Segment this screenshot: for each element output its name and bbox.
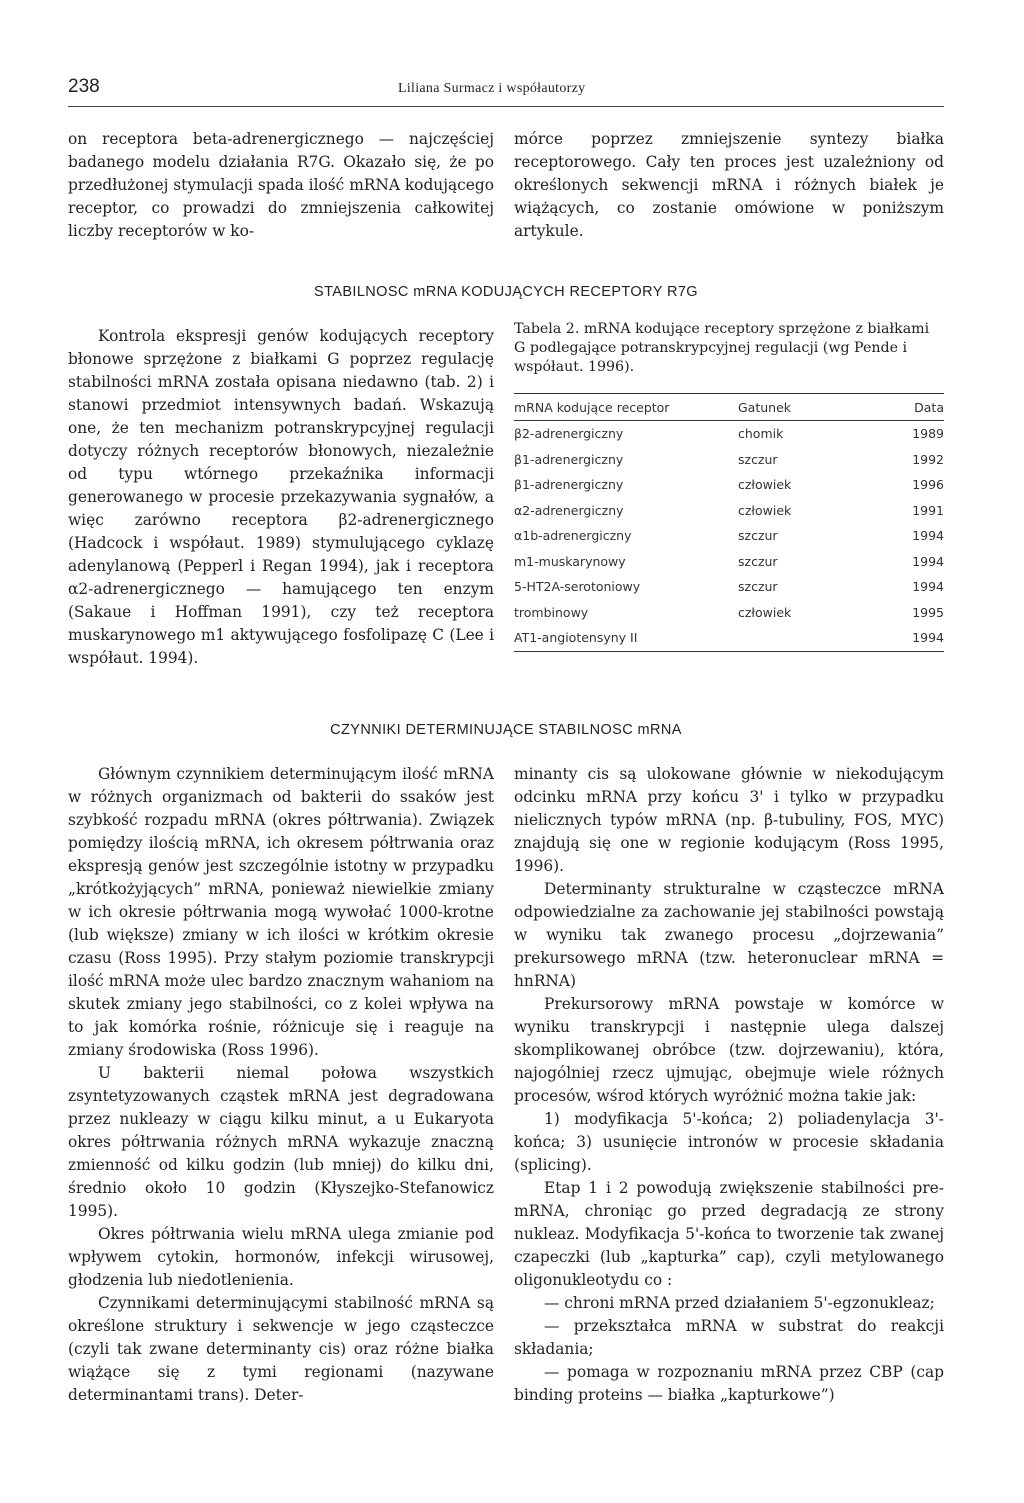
table2-cell-receptor: β1-adrenergiczny [514,477,624,493]
intro-left-text: on receptora beta-adrenergicznego — najczęściej badanego modelu działania R7G. Okazało się, że po przedłużonej stymulacji spada ilość mRNA kodującego receptor, co prowadzi do zmniejszenia całkowitej liczby receptorów w ko- [68,130,495,240]
table2-header-row [514,394,944,421]
table2-cell-date: 1994 [912,553,944,569]
section2-left-paragraph: Okres półtrwania wielu mRNA ulega zmianie pod wpływem cytokin, hormonów, infekcji wirusowej, głodzenia lub niedotlenienia. [68,1225,494,1289]
table-row [514,625,944,651]
table2-header-date: Data [914,399,944,415]
table2-cell-date: 1991 [912,502,944,518]
table2-header-species: Gatunek [738,399,792,415]
table-row [514,574,944,600]
table2-cell-date: 1996 [912,477,944,493]
table2-cell-receptor: m1-muskarynowy [514,553,626,569]
table2-bottom-rule [514,651,944,652]
intro-right-column [514,128,944,243]
section-title-stability: STABILNOSC mRNA KODUJĄCYCH RECEPTORY R7G [314,284,698,300]
table2-cell-species: szczur [738,579,778,595]
section2-left-paragraph: U bakterii niemal połowa wszystkich zsyntetyzowanych cząstek mRNA jest degradowana przez nukleazy w ciągu kilku minut, a u Eukaryota okres półtrwania różnych mRNA wykazuje znaczną zmienność od kilku godzin (lub mniej) do kilku dni, średnio około 10 godzin (Kłyszejko-Stefanowicz 1995). [68,1064,494,1220]
table2-cell-receptor: β1-adrenergiczny [514,451,624,467]
section2-left-paragraph: Głównym czynnikiem determinującym ilość mRNA w różnych organizmach od bakterii do ssaków jest szybkość rozpadu mRNA (okres półtrwania). Związek pomiędzy ilością mRNA, ich okresem półtrwania oraz ekspresją genów jest szczególnie istotny w przypadku „krótkożyjących” mRNA, ponieważ niewielkie zmiany w ich okresie półtrwania mogą wywołać 1000-krotne (lub większe) zmiany w ich ilości w krótkim okresie czasu (Ross 1995). Przy stałym poziomie transkrypcji ilość mRNA może ulec bardzo znacznym wahaniom na skutek zmiany jego stabilności, co z kolei wpływa na to jak komórka rośnie, różnicuje się i reaguje na zmiany środowiska (Ross 1996). [68,765,494,1059]
section2-left-paragraph: Czynnikami determinującymi stabilność mRNA są określone struktury i sekwencje w jego cząsteczce (czyli tak zwane determinanty cis) oraz różne białka wiążące się z tymi regionami (nazywane determinantami trans). Deter- [68,1294,494,1404]
table2-cell-species: człowiek [738,477,792,493]
section2-right-paragraph: minanty cis są ulokowane głównie w niekodującym odcinku mRNA przy końcu 3' i tylko w przypadku nielicznych typów mRNA (np. β-tubuliny, FOS, MYC) znajdują się one w regionie kodującym (Ross 1995, 1996). [514,765,944,875]
table-row [514,523,944,549]
section2-right-paragraph: 1) modyfikacja 5'-końca; 2) poliadenylacja 3'-końca; 3) usunięcie intronów w procesie składania (splicing). [514,1110,944,1174]
table2-cell-species: szczur [738,553,778,569]
table2-cell-species: chomik [738,426,784,442]
table2-cell-receptor: α1b-adrenergiczny [514,528,632,544]
table2-cell-receptor: AT1-angiotensyny II [514,630,638,646]
table-row [514,472,944,498]
table2-cell-receptor: trombinowy [514,604,589,620]
table2-cell-species: człowiek [738,502,792,518]
table2-caption-block [514,320,944,377]
page-number: 238 [68,76,100,97]
table2-caption: Tabela 2. mRNA kodujące receptory sprzężone z białkami G podlegające potranskrypcyjnej regulacji (wg Pende i współaut. 1996). [514,321,930,375]
table2-cell-date: 1994 [912,579,944,595]
section2-right-list-item: — chroni mRNA przed działaniem 5'-egzonukleaz; [544,1294,935,1312]
intro-left-column [68,128,494,243]
table2 [514,393,944,652]
table2-cell-date: 1989 [912,426,944,442]
table2-cell-species: szczur [738,528,778,544]
section2-right-paragraph: Etap 1 i 2 powodują zwiększenie stabilności pre-mRNA, chroniąc go przed degradacją ze strony nukleaz. Modyfikacja 5'-końca to tworzenie tak zwanej czapeczki (lub „kapturka” cap), czyli metylowanego oligonukleotydu co : [514,1179,944,1289]
table2-cell-date: 1992 [912,451,944,467]
section1-left-column [68,325,494,670]
section-title-determinants: CZYNNIKI DETERMINUJĄCE STABILNOSC mRNA [330,722,682,738]
section2-right-paragraph: Determinanty strukturalne w cząsteczce mRNA odpowiedzialne za zachowanie jej stabilności powstają w wyniku tak zwanego procesu „dojrzewania” prekursowego mRNA (tzw. heteronuclear mRNA = hnRNA) [514,880,944,990]
section2-left-column [68,763,494,1407]
section2-right-paragraph: Prekursorowy mRNA powstaje w komórce w wyniku transkrypcji i następnie ulega dalszej skomplikowanej obróbce (tzw. dojrzewaniu), która, najogólniej rzecz ujmując, obejmuje wiele różnych procesów, wśrod których wyróżnić można takie jak: [514,995,944,1105]
section2-right-list-item: — przekształca mRNA w substrat do reakcji składania; [514,1317,944,1358]
section1-paragraph: Kontrola ekspresji genów kodujących receptory błonowe sprzężone z białkami G poprzez regulację stabilności mRNA została opisana niedawno (tab. 2) i stanowi przedmiot intensywnych badań. Wskazują one, że ten mechanizm potranskrypcyjnej regulacji dotyczy różnych receptorów błonowych, niezależnie od typu wtórnego przekaźnika informacji generowanego w procesie przekazywania sygnałów, a więc zarówno receptora β2-adrenergicznego (Hadcock i współaut. 1989) stymulującego cyklazę adenylanową (Pepperl i Regan 1994), jak i receptora α2-adrenergicznego — hamującego ten enzym (Sakaue i Hoffman 1991), czy też receptora muskarynowego m1 aktywującego fosfolipazę C (Lee i współaut. 1994). [68,327,494,667]
table2-cell-species: człowiek [738,604,792,620]
table2-cell-receptor: 5-HT2A-serotoniowy [514,579,641,595]
section2-right-list-item: — pomaga w rozpoznaniu mRNA przez CBP (cap binding proteins — białka „kapturkowe”) [514,1363,944,1404]
table-row [514,421,944,447]
table-row [514,498,944,524]
table2-cell-species: szczur [738,451,778,467]
table2-cell-date: 1994 [912,528,944,544]
table2-cell-date: 1994 [912,630,944,646]
table-row [514,600,944,626]
table2-cell-receptor: β2-adrenergiczny [514,426,624,442]
page-header [68,76,944,107]
running-head: Liliana Surmacz i współautorzy [398,81,586,96]
table2-header-receptor: mRNA kodujące receptor [514,399,670,415]
table2-cell-date: 1995 [912,604,944,620]
table-row [514,447,944,473]
table2-cell-receptor: α2-adrenergiczny [514,502,624,518]
table-row [514,549,944,575]
intro-right-text: mórce poprzez zmniejszenie syntezy białka receptorowego. Cały ten proces jest uzależniony od określonych sekwencji mRNA i różnych białek je wiążących, co zostanie omówione w poniższym artykule. [514,130,944,240]
section2-right-column [514,763,944,1407]
